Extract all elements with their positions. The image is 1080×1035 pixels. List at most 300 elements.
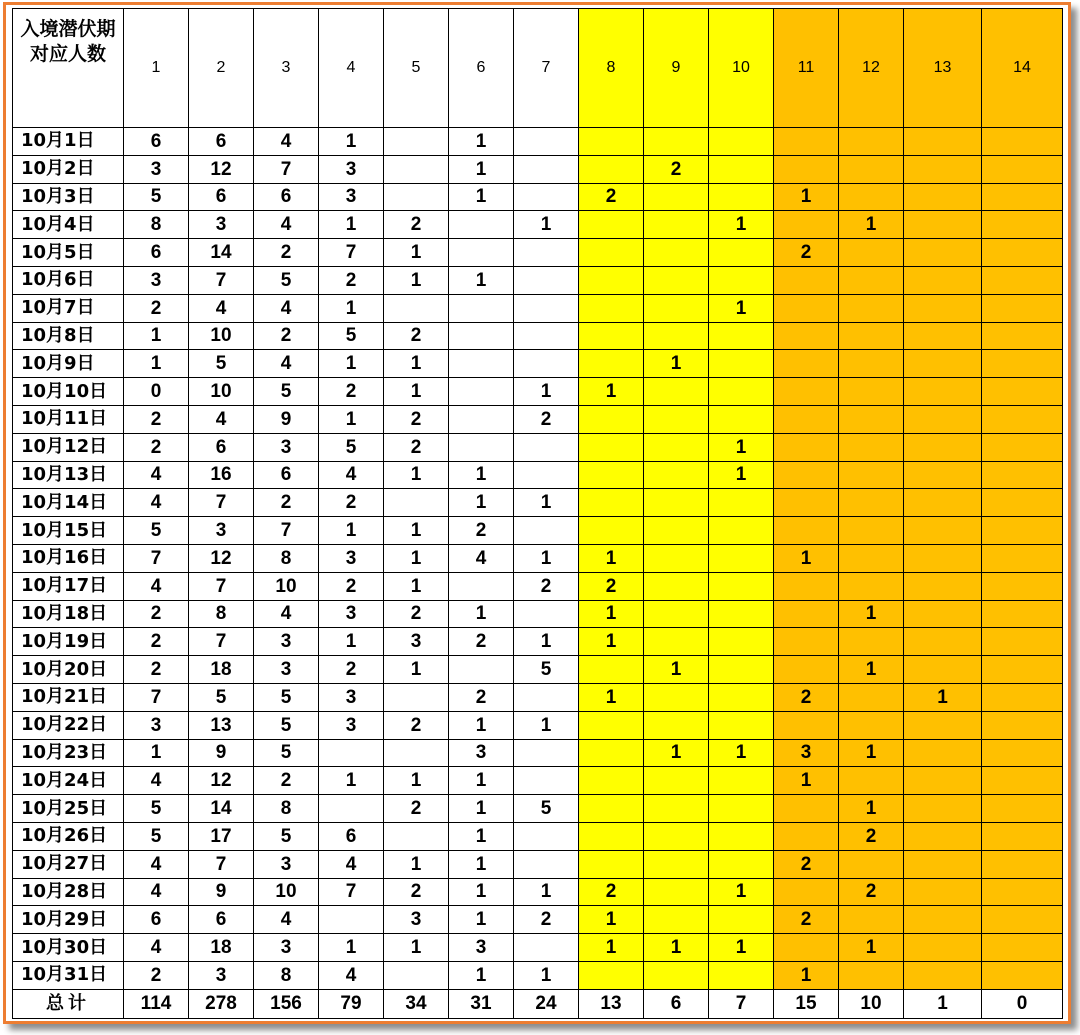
data-cell: 3: [449, 739, 514, 767]
data-cell: [839, 294, 904, 322]
data-cell: 4: [254, 600, 319, 628]
data-cell: 1: [514, 211, 579, 239]
data-cell: 1: [449, 878, 514, 906]
data-cell: 7: [319, 878, 384, 906]
table-row: [13, 322, 1063, 350]
data-cell: 1: [319, 350, 384, 378]
data-cell: [839, 628, 904, 656]
data-cell: [904, 739, 982, 767]
data-cell: [514, 683, 579, 711]
data-cell: [644, 128, 709, 156]
data-cell: 2: [774, 683, 839, 711]
data-cell: 1: [514, 628, 579, 656]
data-cell: [384, 155, 449, 183]
table-row: [13, 656, 1063, 684]
data-cell: 1: [449, 795, 514, 823]
data-cell: [514, 934, 579, 962]
col-header: 11: [774, 9, 839, 128]
total-cell: 0: [982, 989, 1063, 1018]
data-cell: 1: [579, 628, 644, 656]
data-cell: [579, 322, 644, 350]
data-cell: 2: [579, 878, 644, 906]
data-cell: 1: [124, 322, 189, 350]
data-cell: [982, 906, 1063, 934]
data-cell: [449, 433, 514, 461]
data-cell: [644, 489, 709, 517]
data-cell: 1: [384, 850, 449, 878]
data-cell: [709, 822, 774, 850]
data-cell: [904, 322, 982, 350]
data-cell: 1: [579, 544, 644, 572]
data-cell: [644, 322, 709, 350]
data-cell: 2: [449, 628, 514, 656]
data-cell: [839, 906, 904, 934]
data-cell: [904, 628, 982, 656]
data-cell: 1: [384, 656, 449, 684]
data-cell: [982, 128, 1063, 156]
data-cell: [644, 461, 709, 489]
table-row: [13, 378, 1063, 406]
data-cell: 4: [124, 489, 189, 517]
data-cell: 10: [254, 878, 319, 906]
data-cell: [644, 572, 709, 600]
data-cell: [644, 878, 709, 906]
data-cell: 1: [839, 934, 904, 962]
total-cell: 10: [839, 989, 904, 1018]
data-cell: 6: [124, 128, 189, 156]
data-cell: 2: [579, 572, 644, 600]
table-row: [13, 683, 1063, 711]
data-cell: [644, 211, 709, 239]
row-date: 10月21日: [13, 683, 124, 711]
data-cell: [982, 405, 1063, 433]
data-cell: 4: [124, 461, 189, 489]
row-date: 10月13日: [13, 461, 124, 489]
data-cell: 6: [124, 239, 189, 267]
data-cell: 1: [839, 600, 904, 628]
data-cell: [839, 961, 904, 989]
data-cell: [904, 822, 982, 850]
data-cell: [644, 822, 709, 850]
data-cell: [982, 378, 1063, 406]
data-cell: [709, 656, 774, 684]
data-cell: [709, 683, 774, 711]
data-cell: [982, 656, 1063, 684]
data-cell: 1: [319, 934, 384, 962]
table-row: [13, 767, 1063, 795]
data-cell: 5: [124, 517, 189, 545]
data-cell: [644, 600, 709, 628]
data-cell: 5: [189, 350, 254, 378]
data-cell: [904, 934, 982, 962]
data-cell: [579, 711, 644, 739]
data-cell: [774, 628, 839, 656]
data-cell: [774, 128, 839, 156]
row-date: 10月24日: [13, 767, 124, 795]
data-cell: 4: [254, 128, 319, 156]
data-cell: 1: [449, 906, 514, 934]
data-cell: 3: [189, 517, 254, 545]
data-cell: [982, 934, 1063, 962]
data-cell: 2: [449, 683, 514, 711]
data-cell: [384, 489, 449, 517]
data-cell: [644, 378, 709, 406]
data-cell: 6: [319, 822, 384, 850]
total-cell: 114: [124, 989, 189, 1018]
data-cell: 2: [839, 822, 904, 850]
data-cell: [449, 405, 514, 433]
data-cell: 2: [254, 322, 319, 350]
table-row: [13, 433, 1063, 461]
data-cell: [514, 517, 579, 545]
data-cell: [644, 405, 709, 433]
data-cell: 2: [124, 600, 189, 628]
data-cell: [774, 711, 839, 739]
data-cell: 2: [579, 183, 644, 211]
data-cell: 1: [384, 239, 449, 267]
row-date: 10月18日: [13, 600, 124, 628]
data-cell: 4: [124, 767, 189, 795]
data-cell: [982, 683, 1063, 711]
data-cell: [774, 878, 839, 906]
table-row: [13, 183, 1063, 211]
data-cell: 3: [384, 628, 449, 656]
data-cell: 1: [644, 656, 709, 684]
data-cell: [982, 544, 1063, 572]
col-header: 1: [124, 9, 189, 128]
data-cell: 2: [384, 795, 449, 823]
data-cell: [709, 128, 774, 156]
data-cell: [709, 711, 774, 739]
data-cell: 1: [384, 461, 449, 489]
table-row: [13, 489, 1063, 517]
data-cell: 5: [254, 266, 319, 294]
data-cell: [774, 405, 839, 433]
table-row: [13, 850, 1063, 878]
data-cell: [774, 572, 839, 600]
data-cell: [644, 850, 709, 878]
data-cell: 14: [189, 795, 254, 823]
data-cell: 1: [709, 739, 774, 767]
data-cell: 7: [124, 683, 189, 711]
data-cell: 2: [774, 906, 839, 934]
data-cell: 3: [124, 711, 189, 739]
data-cell: 4: [254, 350, 319, 378]
data-cell: 10: [189, 322, 254, 350]
row-date: 10月31日: [13, 961, 124, 989]
data-cell: [384, 822, 449, 850]
data-cell: [904, 517, 982, 545]
data-cell: 1: [644, 350, 709, 378]
data-cell: [514, 600, 579, 628]
data-cell: 5: [254, 683, 319, 711]
data-cell: 2: [514, 572, 579, 600]
data-cell: [319, 739, 384, 767]
data-cell: [644, 433, 709, 461]
data-cell: 1: [904, 683, 982, 711]
data-cell: 1: [319, 517, 384, 545]
data-cell: [384, 294, 449, 322]
data-cell: [982, 211, 1063, 239]
data-cell: [449, 294, 514, 322]
data-cell: 1: [514, 961, 579, 989]
table-body: [13, 128, 1063, 990]
data-cell: [774, 517, 839, 545]
data-cell: [709, 350, 774, 378]
data-cell: 7: [189, 489, 254, 517]
data-cell: 2: [384, 211, 449, 239]
data-cell: [709, 544, 774, 572]
col-header: 2: [189, 9, 254, 128]
row-date: 10月3日: [13, 183, 124, 211]
data-cell: 2: [384, 711, 449, 739]
data-cell: 1: [384, 572, 449, 600]
row-date: 10月7日: [13, 294, 124, 322]
data-cell: 7: [189, 266, 254, 294]
data-cell: 3: [124, 155, 189, 183]
table-row: [13, 405, 1063, 433]
data-cell: 9: [254, 405, 319, 433]
data-cell: [319, 795, 384, 823]
data-cell: 7: [189, 850, 254, 878]
data-cell: [579, 656, 644, 684]
row-date: 10月2日: [13, 155, 124, 183]
data-cell: [319, 906, 384, 934]
data-cell: [839, 239, 904, 267]
data-cell: [579, 128, 644, 156]
col-header: 12: [839, 9, 904, 128]
data-cell: [644, 266, 709, 294]
data-cell: 8: [254, 795, 319, 823]
total-cell: 156: [254, 989, 319, 1018]
data-cell: [839, 433, 904, 461]
data-cell: [709, 767, 774, 795]
table-row: [13, 795, 1063, 823]
data-cell: [514, 266, 579, 294]
data-cell: [449, 350, 514, 378]
row-date: 10月5日: [13, 239, 124, 267]
data-cell: 3: [189, 211, 254, 239]
col-header: 5: [384, 9, 449, 128]
data-cell: [774, 795, 839, 823]
data-cell: 5: [189, 683, 254, 711]
data-cell: 1: [514, 378, 579, 406]
col-header: 13: [904, 9, 982, 128]
data-cell: 7: [124, 544, 189, 572]
data-cell: 4: [449, 544, 514, 572]
data-cell: 5: [124, 795, 189, 823]
data-cell: 2: [839, 878, 904, 906]
data-cell: 2: [384, 322, 449, 350]
total-cell: 15: [774, 989, 839, 1018]
data-cell: 6: [189, 906, 254, 934]
header-row: [13, 9, 1063, 128]
data-cell: 1: [449, 767, 514, 795]
data-cell: 2: [514, 906, 579, 934]
data-cell: 1: [384, 378, 449, 406]
data-cell: 6: [189, 433, 254, 461]
table-frame: [3, 2, 1071, 1024]
data-cell: 1: [124, 350, 189, 378]
data-cell: [982, 822, 1063, 850]
row-date: 10月10日: [13, 378, 124, 406]
data-cell: [839, 683, 904, 711]
data-cell: 5: [319, 322, 384, 350]
data-cell: [579, 350, 644, 378]
data-cell: [774, 155, 839, 183]
data-cell: 1: [124, 739, 189, 767]
data-cell: 0: [124, 378, 189, 406]
data-cell: [774, 266, 839, 294]
data-cell: 4: [124, 850, 189, 878]
data-cell: [904, 572, 982, 600]
data-cell: 6: [254, 183, 319, 211]
total-cell: 34: [384, 989, 449, 1018]
data-cell: [709, 517, 774, 545]
data-cell: 1: [319, 628, 384, 656]
data-cell: [774, 600, 839, 628]
data-cell: 2: [384, 878, 449, 906]
data-cell: [514, 739, 579, 767]
data-cell: [449, 239, 514, 267]
data-cell: 7: [319, 239, 384, 267]
data-cell: [982, 850, 1063, 878]
data-cell: 5: [124, 183, 189, 211]
table-row: [13, 517, 1063, 545]
data-cell: 1: [514, 489, 579, 517]
data-cell: 1: [449, 711, 514, 739]
data-cell: 18: [189, 934, 254, 962]
data-cell: 1: [384, 350, 449, 378]
data-cell: 1: [644, 739, 709, 767]
data-cell: [982, 183, 1063, 211]
data-cell: [709, 795, 774, 823]
row-date: 10月11日: [13, 405, 124, 433]
row-date: 10月8日: [13, 322, 124, 350]
table-row: [13, 711, 1063, 739]
data-cell: 2: [384, 433, 449, 461]
data-cell: [904, 600, 982, 628]
table-row: [13, 934, 1063, 962]
data-cell: [579, 239, 644, 267]
data-cell: [579, 767, 644, 795]
data-cell: 5: [254, 739, 319, 767]
data-cell: 4: [124, 878, 189, 906]
data-cell: 2: [384, 405, 449, 433]
data-cell: [982, 517, 1063, 545]
row-date: 10月16日: [13, 544, 124, 572]
total-cell: 6: [644, 989, 709, 1018]
data-cell: 5: [254, 822, 319, 850]
data-cell: 1: [644, 934, 709, 962]
data-cell: [579, 739, 644, 767]
data-cell: [982, 433, 1063, 461]
table-row: [13, 544, 1063, 572]
data-cell: 1: [449, 961, 514, 989]
data-cell: 2: [514, 405, 579, 433]
data-cell: 5: [124, 822, 189, 850]
row-date: 10月27日: [13, 850, 124, 878]
data-cell: 1: [839, 211, 904, 239]
row-date: 10月1日: [13, 128, 124, 156]
data-cell: 1: [839, 656, 904, 684]
data-cell: 4: [319, 961, 384, 989]
table-row: [13, 128, 1063, 156]
data-cell: 1: [449, 128, 514, 156]
data-cell: [774, 211, 839, 239]
col-header: 6: [449, 9, 514, 128]
data-cell: [709, 322, 774, 350]
data-cell: 18: [189, 656, 254, 684]
data-cell: [579, 489, 644, 517]
data-cell: [982, 350, 1063, 378]
data-cell: [774, 294, 839, 322]
data-cell: [644, 711, 709, 739]
table-row: [13, 155, 1063, 183]
data-cell: 3: [449, 934, 514, 962]
data-cell: [904, 461, 982, 489]
data-cell: [579, 961, 644, 989]
data-cell: 3: [254, 850, 319, 878]
col-header: 14: [982, 9, 1063, 128]
data-cell: [579, 850, 644, 878]
data-cell: [709, 600, 774, 628]
data-cell: [904, 878, 982, 906]
data-cell: 3: [189, 961, 254, 989]
data-cell: 1: [384, 544, 449, 572]
data-cell: [514, 239, 579, 267]
data-cell: 1: [384, 266, 449, 294]
data-cell: 4: [189, 405, 254, 433]
data-cell: [709, 572, 774, 600]
data-cell: [449, 656, 514, 684]
table-row: [13, 211, 1063, 239]
data-cell: [449, 572, 514, 600]
data-cell: 1: [514, 711, 579, 739]
total-cell: 278: [189, 989, 254, 1018]
total-cell: 24: [514, 989, 579, 1018]
incubation-table: [12, 8, 1063, 1019]
data-cell: 14: [189, 239, 254, 267]
data-cell: 3: [774, 739, 839, 767]
data-cell: 4: [319, 461, 384, 489]
data-cell: [384, 961, 449, 989]
data-cell: [839, 350, 904, 378]
data-cell: 4: [124, 572, 189, 600]
data-cell: 7: [189, 628, 254, 656]
data-cell: [579, 517, 644, 545]
data-cell: 1: [774, 961, 839, 989]
data-cell: 12: [189, 544, 254, 572]
table-row: [13, 600, 1063, 628]
data-cell: 1: [579, 600, 644, 628]
data-cell: 1: [319, 294, 384, 322]
data-cell: [644, 767, 709, 795]
data-cell: [579, 405, 644, 433]
data-cell: 1: [449, 822, 514, 850]
data-cell: [904, 239, 982, 267]
data-cell: 4: [319, 850, 384, 878]
data-cell: 3: [319, 600, 384, 628]
data-cell: [644, 544, 709, 572]
data-cell: 1: [449, 155, 514, 183]
data-cell: [514, 433, 579, 461]
data-cell: [514, 350, 579, 378]
data-cell: [904, 850, 982, 878]
data-cell: 1: [579, 906, 644, 934]
table-row: [13, 961, 1063, 989]
data-cell: 2: [319, 489, 384, 517]
